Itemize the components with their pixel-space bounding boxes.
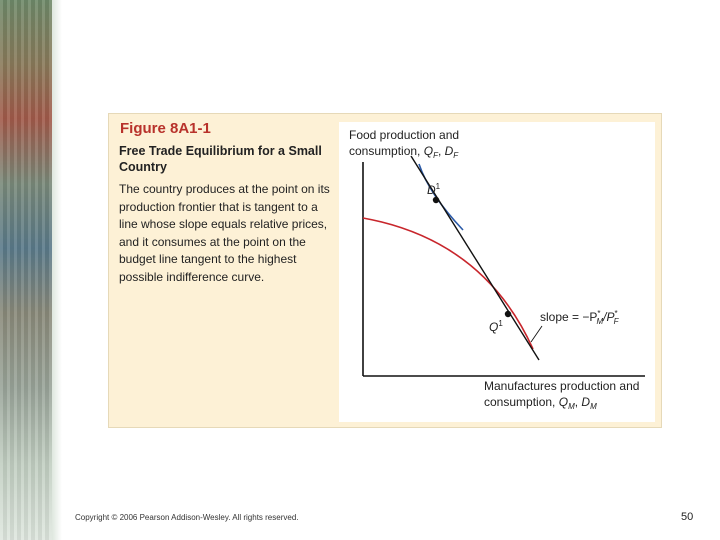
x-axis-label-line2: consumption, $Q_M$, $D_M$ [484, 395, 597, 411]
y-axis-label-line2: consumption, $Q_F$, $D_F$ [349, 144, 459, 160]
slope-label: slope = −P* M/P* F [540, 309, 619, 326]
point-d1-label: $D^1$ [427, 182, 441, 197]
production-frontier-curve [363, 218, 533, 349]
trade-equilibrium-diagram [339, 122, 655, 422]
y-axis-label-line1: Food production and [349, 128, 460, 142]
consumption-point-d1 [433, 197, 439, 203]
figure-panel [108, 113, 662, 428]
decorative-side-strip [0, 0, 52, 540]
production-point-q1 [505, 311, 511, 317]
indifference-curve [419, 164, 463, 230]
figure-title: Figure 8A1-1 [120, 120, 211, 137]
slope-leader-line [531, 326, 542, 342]
figure-subtitle: Free Trade Equilibrium for a Small Country [119, 144, 322, 174]
page-number: 50 [681, 511, 694, 523]
side-strip-fade [52, 0, 62, 540]
diagram-area [339, 122, 655, 422]
copyright-notice: Copyright © 2006 Pearson Addison-Wesley. All rights reserved. [75, 513, 299, 522]
x-axis-label-line1: Manufactures production and [484, 379, 640, 393]
figure-caption: The country produces at the point on its production frontier that is tangent to a line whose slope equals relative prices, and it consumes at the point on the budget line tangent to the highest possible indifference curve. [119, 182, 330, 284]
point-q1-label: $Q^1$ [489, 319, 503, 334]
